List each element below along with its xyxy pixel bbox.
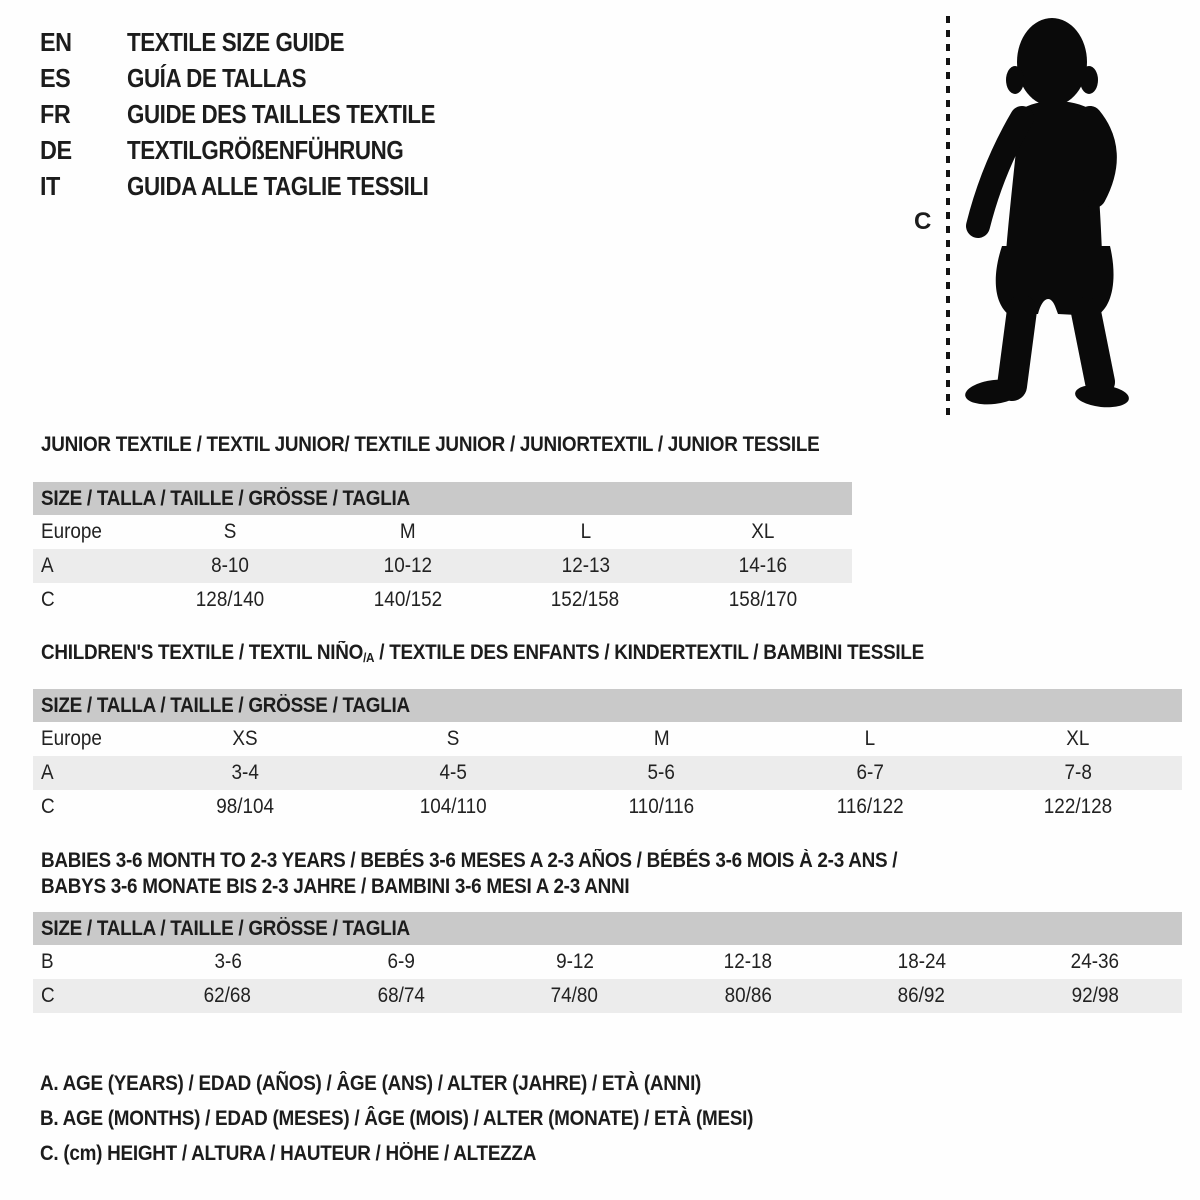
section-babies-textile [33, 848, 1182, 1013]
language-row-es [40, 60, 485, 96]
language-row-fr [40, 96, 485, 132]
age-cell: 3-4 [231, 760, 259, 784]
height-cell: 86/92 [898, 984, 946, 1007]
age-cell: 5-6 [647, 760, 676, 784]
height-cell: 116/122 [836, 794, 904, 818]
height-cell: 140/152 [373, 588, 442, 611]
height-cell: 74/80 [551, 984, 599, 1007]
guide-title-es: GUÍA DE TALLAS [126, 63, 306, 93]
table-row-children-height [33, 790, 1182, 824]
row-label: A [41, 554, 54, 577]
size-cell: XL [1066, 726, 1090, 750]
row-label: Europe [41, 726, 102, 750]
height-cell: 80/86 [724, 984, 772, 1007]
height-measure-label: C [914, 208, 932, 235]
row-label: C [41, 984, 55, 1007]
language-code-it: IT [40, 171, 60, 201]
table-row-junior-age [33, 549, 852, 583]
months-cell: 24-36 [1071, 950, 1120, 973]
toddler-silhouette-image [960, 14, 1136, 412]
table-row-children-europe [33, 722, 1182, 756]
height-cell: 68/74 [377, 984, 425, 1007]
size-cell: M [653, 726, 670, 750]
language-row-en [40, 24, 485, 60]
guide-title-en: TEXTILE SIZE GUIDE [126, 27, 344, 57]
size-band-header-junior: SIZE / TALLA / TAILLE / GRÖSSE / TAGLIA [33, 482, 852, 515]
legend-line-c: C. (cm) HEIGHT / ALTURA / HAUTEUR / HÖHE / ALTEZZA [40, 1142, 537, 1165]
height-cell: 158/170 [728, 588, 798, 611]
height-measure-dashed-line [946, 16, 950, 418]
table-row-babies-months [33, 945, 1182, 979]
row-label: B [41, 950, 54, 973]
months-cell: 9-12 [555, 950, 594, 973]
legend-line-a: A. AGE (YEARS) / EDAD (AÑOS) / ÂGE (ANS) / ALTER (JAHRE) / ETÀ (ANNI) [40, 1072, 702, 1095]
section-children-textile [33, 640, 1182, 824]
size-cell: XS [232, 726, 258, 750]
months-cell: 12-18 [724, 950, 773, 973]
height-cell: 110/116 [628, 794, 695, 818]
language-code-en: EN [40, 27, 72, 57]
age-cell: 14-16 [738, 554, 788, 577]
language-code-de: DE [40, 135, 72, 165]
guide-title-fr: GUIDE DES TAILLES TEXTILE [126, 99, 435, 129]
row-label: C [41, 588, 55, 611]
section-title-junior: JUNIOR TEXTILE / TEXTIL JUNIOR/ TEXTILE JUNIOR / JUNIORTEXTIL / JUNIOR TESSILE [41, 433, 820, 456]
months-cell: 18-24 [897, 950, 946, 973]
size-band-header-children: SIZE / TALLA / TAILLE / GRÖSSE / TAGLIA [33, 689, 1182, 722]
language-row-de [40, 132, 485, 168]
height-cell: 98/104 [216, 794, 274, 818]
size-cell: L [580, 520, 591, 543]
size-cell: S [223, 520, 237, 543]
size-cell: M [399, 520, 416, 543]
age-cell: 10-12 [383, 554, 432, 577]
measurement-legend [40, 1066, 832, 1171]
section-title-babies-line2: BABYS 3-6 MONATE BIS 2-3 JAHRE / BAMBINI 3-6 MESI A 2-3 ANNI [41, 875, 630, 898]
table-row-babies-height [33, 979, 1182, 1013]
language-code-fr: FR [40, 99, 71, 129]
age-cell: 12-13 [561, 554, 610, 577]
height-cell: 152/158 [551, 588, 620, 611]
legend-line-b: B. AGE (MONTHS) / EDAD (MESES) / ÂGE (MOIS) / ALTER (MONATE) / ETÀ (MESI) [40, 1107, 754, 1130]
section-junior-textile [33, 432, 852, 617]
section-title-babies-line1: BABIES 3-6 MONTH TO 2-3 YEARS / BEBÉS 3-6 MESES A 2-3 AÑOS / BÉBÉS 3-6 MOIS À 2-3 ANS / [41, 849, 898, 872]
age-cell: 8-10 [210, 554, 249, 577]
guide-title-it: GUIDA ALLE TAGLIE TESSILI [126, 171, 429, 201]
table-row-junior-europe [33, 515, 852, 549]
months-cell: 3-6 [214, 950, 242, 973]
table-row-junior-height [33, 583, 852, 617]
table-row-children-age [33, 756, 1182, 790]
nino-a-subscript: /A [363, 649, 375, 665]
row-label: Europe [41, 520, 102, 543]
row-label: A [41, 760, 54, 784]
guide-title-de: TEXTILGRÖßENFÜHRUNG [126, 135, 404, 165]
height-cell: 92/98 [1071, 984, 1119, 1007]
size-cell: XL [751, 520, 775, 543]
height-cell: 122/128 [1043, 794, 1113, 818]
age-cell: 6-7 [856, 760, 884, 784]
age-cell: 7-8 [1064, 760, 1092, 784]
height-cell: 62/68 [204, 984, 252, 1007]
size-cell: S [446, 726, 460, 750]
age-cell: 4-5 [439, 760, 467, 784]
row-label: C [41, 794, 55, 818]
section-title-children: CHILDREN'S TEXTILE / TEXTIL $NIÑO_{/A}$ / TEXTILE DES ENFANTS / KINDERTEXTIL / BAMBINI TESSILE [41, 641, 925, 665]
months-cell: 6-9 [387, 950, 415, 973]
size-cell: L [864, 726, 875, 750]
height-cell: 128/140 [195, 588, 265, 611]
height-cell: 104/110 [419, 794, 487, 818]
language-title-list [40, 24, 485, 204]
size-band-header-babies: SIZE / TALLA / TAILLE / GRÖSSE / TAGLIA [33, 912, 1182, 945]
language-row-it [40, 168, 485, 204]
language-code-es: ES [40, 63, 71, 93]
